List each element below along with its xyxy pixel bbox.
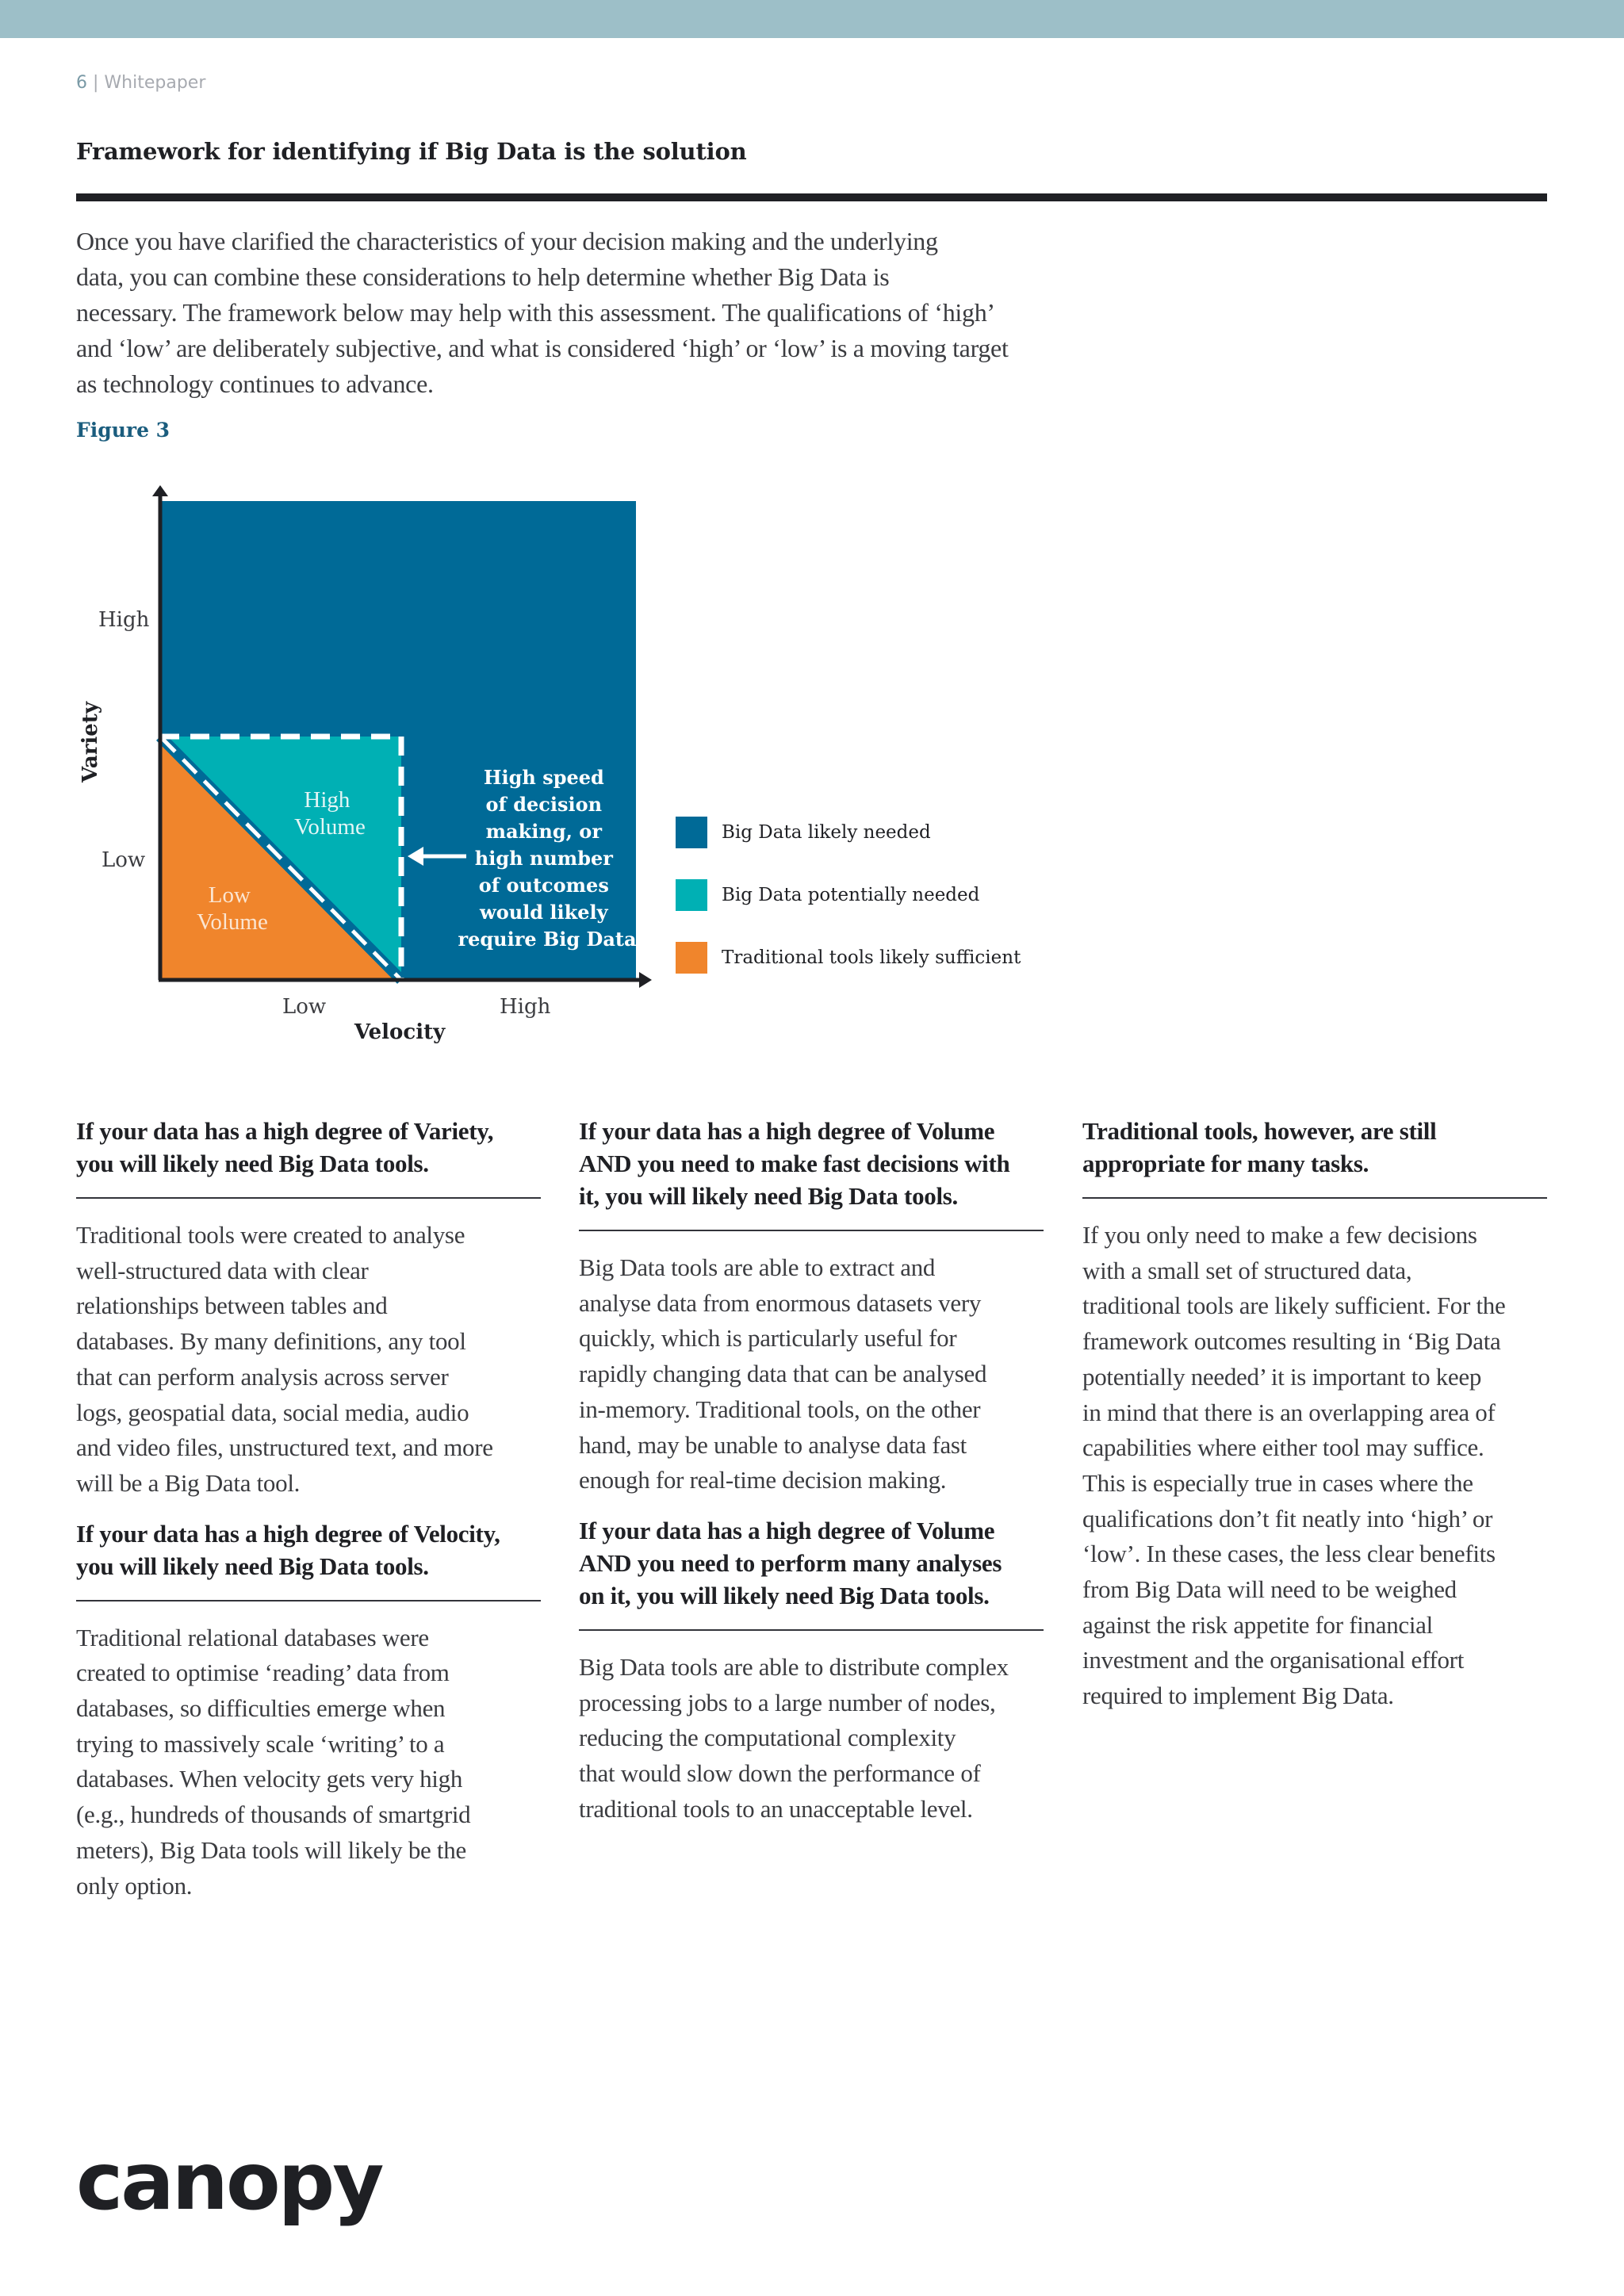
body-line: databases. By many definitions, any tool <box>76 1327 466 1356</box>
heading-line: you will likely need Big Data tools. <box>76 1552 429 1580</box>
heading-line: AND you need to perform many analyses <box>579 1548 1002 1577</box>
intro-line: necessary. The framework below may help with this assessment. The qualifications of ‘high’ <box>76 298 995 327</box>
body-line: that can perform analysis across server <box>76 1362 449 1391</box>
intro-paragraph <box>76 224 1067 402</box>
x-tick-label: High <box>500 995 551 1019</box>
body-line: relationships between tables and <box>76 1292 388 1320</box>
body-line: quickly, which is particularly useful for <box>579 1324 957 1353</box>
heading-line: If your data has a high degree of Volume <box>579 1117 995 1145</box>
page-number: 6 <box>76 73 87 93</box>
body-line: with a small set of structured data, <box>1082 1256 1412 1284</box>
running-header <box>76 73 205 93</box>
y-axis-title: Variety <box>79 702 102 783</box>
heading-line: it, you will likely need Big Data tools. <box>579 1182 958 1210</box>
callout-line: require Big Data <box>458 928 637 951</box>
high-volume-label-line: High <box>304 787 350 813</box>
high-volume-label-line: Volume <box>294 814 366 840</box>
body-line: in mind that there is an overlapping area of <box>1082 1398 1496 1426</box>
body-line: qualifications don’t fit neatly into ‘high’ or <box>1082 1504 1493 1533</box>
body-line: trying to massively scale ‘writing’ to a <box>76 1729 445 1758</box>
body-line: enough for real-time decision making. <box>579 1466 947 1494</box>
legend-label: Traditional tools likely sufficient <box>722 947 1021 968</box>
divider <box>1082 1197 1547 1199</box>
body-line: in-memory. Traditional tools, on the other <box>579 1395 981 1423</box>
figure-label: Figure 3 <box>76 419 170 442</box>
low-volume-label-line: Volume <box>197 909 268 935</box>
volume-many-analyses-heading <box>579 1514 1044 1612</box>
body-line: investment and the organisational effort <box>1082 1646 1465 1674</box>
section-title: Framework for identifying if Big Data is the solution <box>76 138 747 165</box>
divider <box>579 1230 1044 1231</box>
figure-legend <box>676 817 1021 1004</box>
volume-many-analyses-body <box>579 1650 1044 1827</box>
heading-line: Traditional tools, however, are still <box>1082 1117 1437 1145</box>
callout-line: of outcomes <box>478 874 609 897</box>
legend-label: Big Data potentially needed <box>722 885 980 905</box>
callout-line: making, or <box>485 820 602 843</box>
heading-line: on it, you will likely need Big Data tools. <box>579 1581 990 1609</box>
callout-line: of decision <box>485 793 603 816</box>
body-line: Big Data tools are able to extract and <box>579 1253 936 1281</box>
heading-line: If your data has a high degree of Variety, <box>76 1117 494 1145</box>
body-line: processing jobs to a large number of nodes, <box>579 1688 996 1716</box>
legend-swatch <box>676 817 707 848</box>
legend-swatch <box>676 879 707 911</box>
body-line: that would slow down the performance of <box>579 1759 981 1788</box>
body-line: well-structured data with clear <box>76 1256 369 1284</box>
intro-line: and ‘low’ are deliberately subjective, and what is considered ‘high’ or ‘low’ is a moving target <box>76 334 1009 362</box>
callout-line: High speed <box>483 766 604 789</box>
y-axis-arrowhead <box>152 485 168 496</box>
y-tick-label: High <box>98 608 150 632</box>
body-line: potentially needed’ it is important to keep <box>1082 1362 1482 1391</box>
framework-diagram <box>76 476 679 1047</box>
body-line: analyse data from enormous datasets very <box>579 1288 982 1317</box>
callout-line: would likely <box>480 901 608 924</box>
body-line: Big Data tools are able to distribute complex <box>579 1652 1009 1681</box>
variety-body <box>76 1218 541 1502</box>
intro-line: as technology continues to advance. <box>76 369 434 398</box>
heading-line: AND you need to make fast decisions with <box>579 1150 1010 1177</box>
body-line: traditional tools are likely sufficient. For the <box>1082 1292 1506 1320</box>
body-line: against the risk appetite for financial <box>1082 1610 1433 1639</box>
body-line: (e.g., hundreds of thousands of smartgrid <box>76 1800 471 1829</box>
column-variety-velocity <box>76 1115 541 1904</box>
body-line: This is especially true in cases where the <box>1082 1468 1473 1497</box>
body-line: logs, geospatial data, social media, audio <box>76 1398 469 1426</box>
y-tick-label: Low <box>102 848 146 872</box>
low-volume-label-line: Low <box>208 882 251 908</box>
legend-label: Big Data likely needed <box>722 822 931 843</box>
x-axis-arrowhead <box>639 972 652 988</box>
divider <box>76 1600 541 1601</box>
body-line: traditional tools to an unacceptable level. <box>579 1794 973 1823</box>
x-tick-label: Low <box>282 995 327 1019</box>
intro-line: Once you have clarified the characteristics of your decision making and the underlying <box>76 227 938 255</box>
divider <box>579 1629 1044 1631</box>
canopy-logo: canopy <box>76 2135 382 2228</box>
heading-line: If your data has a high degree of Volume <box>579 1516 995 1544</box>
column-traditional-tools <box>1082 1115 1547 1714</box>
body-line: If you only need to make a few decisions <box>1082 1221 1477 1249</box>
heading-line: appropriate for many tasks. <box>1082 1150 1369 1177</box>
heading-line: you will likely need Big Data tools. <box>76 1150 429 1177</box>
body-line: meters), Big Data tools will likely be the <box>76 1835 466 1864</box>
framework-diagram-svg <box>76 476 679 1047</box>
body-line: only option. <box>76 1871 193 1900</box>
body-line: required to implement Big Data. <box>1082 1682 1394 1710</box>
body-line: databases, so difficulties emerge when <box>76 1694 446 1723</box>
body-line: databases. When velocity gets very high <box>76 1765 463 1793</box>
body-line: capabilities where either tool may suffice. <box>1082 1433 1484 1462</box>
column-volume <box>579 1115 1044 1827</box>
velocity-body <box>76 1621 541 1904</box>
legend-item <box>676 817 1021 848</box>
body-line: and video files, unstructured text, and more <box>76 1433 493 1462</box>
volume-fast-decisions-body <box>579 1250 1044 1498</box>
body-line: ‘low’. In these cases, the less clear benefits <box>1082 1540 1496 1568</box>
body-line: Traditional relational databases were <box>76 1623 429 1651</box>
intro-line: data, you can combine these considerations to help determine whether Big Data is <box>76 262 890 291</box>
body-line: will be a Big Data tool. <box>76 1468 301 1497</box>
traditional-tools-heading <box>1082 1115 1547 1180</box>
publication-name: Whitepaper <box>104 73 206 93</box>
body-line: created to optimise ‘reading’ data from <box>76 1659 450 1687</box>
body-line: reducing the computational complexity <box>579 1724 956 1752</box>
body-line: hand, may be unable to analyse data fast <box>579 1430 967 1459</box>
body-line: framework outcomes resulting in ‘Big Data <box>1082 1327 1501 1356</box>
body-line: rapidly changing data that can be analysed <box>579 1360 987 1388</box>
legend-swatch <box>676 942 707 974</box>
body-line: from Big Data will need to be weighed <box>1082 1575 1457 1604</box>
legend-item <box>676 942 1021 974</box>
traditional-tools-body <box>1082 1218 1547 1714</box>
title-rule <box>76 193 1547 201</box>
velocity-heading <box>76 1517 541 1582</box>
volume-fast-decisions-heading <box>579 1115 1044 1212</box>
callout-line: high number <box>474 847 613 870</box>
body-line: Traditional tools were created to analyse <box>76 1221 465 1249</box>
header-separator: | <box>93 73 99 93</box>
divider <box>76 1197 541 1199</box>
x-axis-title: Velocity <box>354 1020 446 1044</box>
heading-line: If your data has a high degree of Velocity, <box>76 1519 500 1548</box>
legend-item <box>676 879 1021 911</box>
variety-heading <box>76 1115 541 1180</box>
top-color-band <box>0 0 1624 38</box>
